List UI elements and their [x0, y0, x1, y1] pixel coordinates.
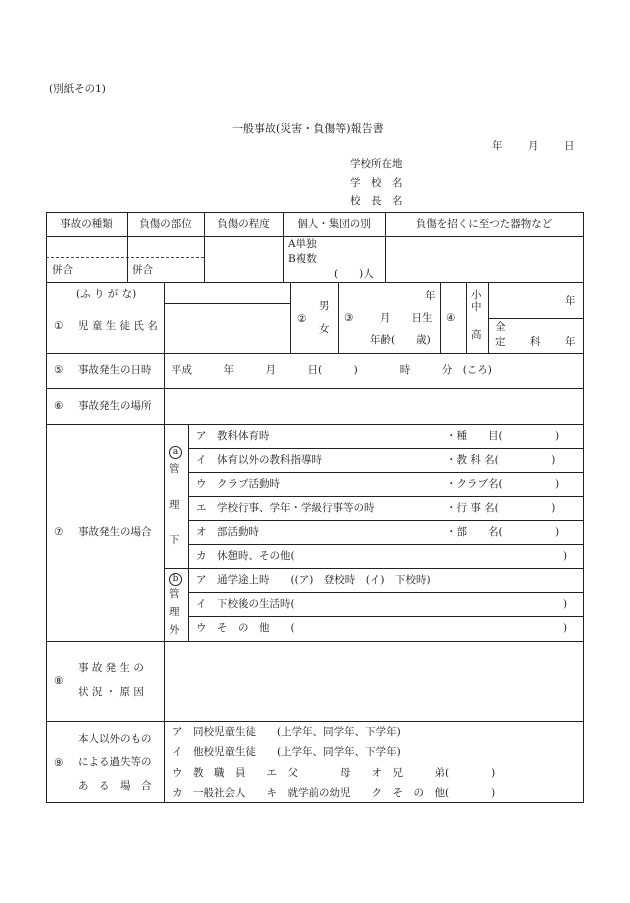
school-address-label: 学校所在地 — [350, 158, 403, 170]
kan-char-b: 管 — [169, 588, 180, 600]
date-day: 日 — [564, 140, 575, 152]
negligence-label-3: あ る 場 合 — [78, 780, 152, 792]
row6-number: ⑥ — [54, 400, 64, 412]
elementary-label: 小 — [471, 289, 482, 301]
row4-number: ④ — [446, 312, 456, 324]
negligence-label-2: による過失等の — [78, 756, 152, 768]
kan-char-a: 管 — [169, 463, 180, 475]
female-option: 女 — [319, 323, 330, 335]
a-item-3: ウ クラブ活動時 — [196, 478, 280, 490]
grade-year-label: 年 — [565, 295, 576, 307]
b-item-2: イ 下校後の生活時( — [196, 598, 295, 610]
a-item-2: イ 体育以外の教科指導時 — [196, 454, 322, 466]
school-name-label: 学 校 名 — [350, 177, 403, 189]
situation-label-2: 状 況 ・ 原 因 — [78, 686, 144, 698]
birth-date-label: 月 日生 — [380, 312, 433, 324]
header-injury-part: 負傷の部位 — [139, 218, 192, 230]
a-item-4-detail: ・行 事 名( ) — [446, 502, 556, 514]
header-individual-group: 個人・集団の別 — [297, 218, 371, 230]
negligence-item-2: イ 他校児童生徒 (上学年、同学年、下学年) — [172, 746, 401, 758]
datetime-value: 平成 年 月 日( ) 時 分 (ころ) — [171, 364, 492, 376]
a-item-6: カ 休憩時、その他( — [196, 550, 295, 562]
row7-number: ⑦ — [54, 526, 64, 538]
row1-number: ① — [54, 320, 64, 332]
a-item-1-detail: ・種 目( ) — [446, 430, 560, 442]
attachment-label: (別紙その1) — [49, 83, 106, 95]
full-time-label: 全 — [495, 321, 506, 333]
outside-management-mark: b — [169, 573, 182, 586]
student-name-label: 児 童 生 徒 氏 名 — [78, 320, 158, 332]
a-item-2-detail: ・教 科 名( ) — [446, 454, 556, 466]
a-item-3-detail: ・クラブ名( ) — [446, 478, 560, 490]
header-cause-object: 負傷を招くに至つた器物など — [415, 218, 553, 230]
course-year-label: 年 — [565, 336, 576, 348]
header-accident-type: 事故の種類 — [60, 218, 113, 230]
age-label: 年齢( 歳) — [370, 334, 431, 346]
situation-label-1: 事 故 発 生 の — [78, 662, 144, 674]
heigo-label-2: 併合 — [132, 264, 153, 276]
multiple-option: B複数 — [288, 253, 317, 265]
row9-number: ⑨ — [54, 757, 64, 769]
heigo-label-1: 併合 — [52, 264, 73, 276]
ri-char-b: 理 — [169, 606, 180, 618]
single-option: A単独 — [288, 238, 317, 250]
high-school-label: 高 — [471, 329, 482, 341]
b-item-2-close: ) — [563, 598, 568, 610]
form-title: 一般事故(災害・負傷等)報告書 — [232, 122, 384, 135]
part-time-label: 定 — [495, 336, 506, 348]
a-item-5: オ 部活動時 — [196, 526, 259, 538]
a-item-6-close: ) — [563, 550, 568, 562]
row3-number: ③ — [344, 312, 354, 324]
person-count: ( )人 — [334, 268, 374, 280]
a-item-1: ア 教科体育時 — [196, 430, 270, 442]
b-item-3: ウ そ の 他 ( — [196, 622, 295, 634]
occasion-label: 事故発生の場合 — [78, 526, 152, 538]
place-label: 事故発生の場所 — [78, 400, 152, 412]
under-management-mark: a — [169, 446, 182, 459]
gai-char-b: 外 — [169, 624, 180, 636]
row2-number: ② — [297, 313, 307, 325]
negligence-label-1: 本人以外のもの — [78, 733, 152, 745]
furigana-label: (ふ り が な) — [76, 288, 137, 300]
b-item-1: ア 通学途上時 ((ア) 登校時 (イ) 下校時) — [196, 574, 431, 586]
row8-number: ⑧ — [54, 675, 64, 687]
junior-high-label: 中 — [471, 301, 482, 313]
birth-year-label: 年 — [425, 290, 436, 302]
row5-number: ⑤ — [54, 364, 64, 376]
a-item-4: エ 学校行事、学年・学級行事等の時 — [196, 502, 375, 514]
male-option: 男 — [319, 300, 330, 312]
header-injury-degree: 負傷の程度 — [217, 218, 270, 230]
b-item-3-close: ) — [563, 622, 568, 634]
a-item-5-detail: ・部 名( ) — [446, 526, 560, 538]
ka-char-a: 下 — [169, 534, 180, 546]
negligence-item-1: ア 同校児童生徒 (上学年、同学年、下学年) — [172, 726, 401, 738]
date-month: 月 — [528, 140, 539, 152]
datetime-label: 事故発生の日時 — [78, 364, 152, 376]
date-year: 年 — [492, 140, 503, 152]
principal-label: 校 長 名 — [350, 195, 403, 207]
negligence-item-4: カ 一般社会人 キ 就学前の幼児 ク そ の 他( ) — [172, 787, 496, 799]
course-label: 科 — [530, 336, 541, 348]
ri-char-a: 理 — [169, 499, 180, 511]
negligence-item-3: ウ 教 職 員 エ 父 母 オ 兄 弟( ) — [172, 767, 496, 779]
